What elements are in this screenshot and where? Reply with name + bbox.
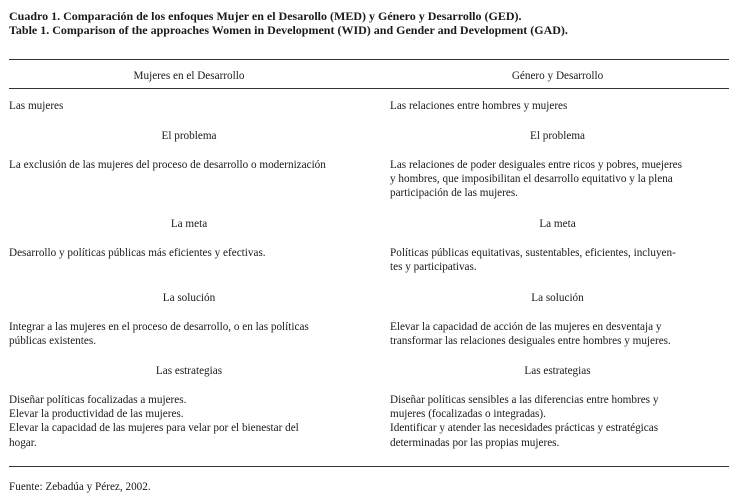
header-right: Género y Desarrollo xyxy=(511,70,604,82)
problem-right-line: y hombres, que imposibilitan el desarrollo equitativo y la plena xyxy=(390,173,673,186)
top-rule xyxy=(9,59,729,60)
table-caption xyxy=(9,9,568,37)
solution-left-line: públicas existentes. xyxy=(9,335,96,348)
strategies-right-line: mujeres (focalizadas o integradas). xyxy=(390,408,546,421)
strategies-left-line: Elevar la productividad de las mujeres. xyxy=(9,408,184,421)
goal-right-line: tes y participativas. xyxy=(390,261,477,274)
strategies-right-line: Diseñar políticas sensibles a las diferencias entre hombres y xyxy=(390,394,659,406)
solution-right-line: Elevar la capacidad de acción de las mujeres en desventaja y xyxy=(390,321,662,333)
solution-left-line: Integrar a las mujeres en el proceso de desarrollo, o en las políticas xyxy=(9,321,309,333)
caption-spanish: Cuadro 1. Comparación de los enfoques Mujer en el Desarollo (MED) y Género y Desarrollo (GED). xyxy=(9,9,522,23)
solution-right-line: transformar las relaciones desiguales entre hombres y mujeres. xyxy=(390,335,671,348)
goal-right xyxy=(390,246,720,274)
strategies-label-left: Las estrategias xyxy=(155,365,223,377)
solution-right xyxy=(390,320,720,348)
header-rule xyxy=(9,88,729,89)
strategies-label-right: Las estrategias xyxy=(524,365,591,377)
strategies-left xyxy=(9,393,369,450)
solution-label-right: La solución xyxy=(531,292,584,304)
problem-right xyxy=(390,158,720,201)
focus-left: Las mujeres xyxy=(9,100,64,112)
strategies-right-line: Identificar y atender las necesidades prácticas y estratégicas xyxy=(390,422,659,435)
goal-label-left: La meta xyxy=(170,218,208,230)
caption-english: Table 1. Comparison of the approaches Women in Development (WID) and Gender and Development (GAD). xyxy=(9,23,568,37)
table-source: Fuente: Zebadúa y Pérez, 2002. xyxy=(9,481,151,493)
strategies-right xyxy=(390,393,720,450)
goal-right-line: Políticas públicas equitativas, sustentables, eficientes, incluyen- xyxy=(390,247,676,259)
goal-label-right: La meta xyxy=(539,218,576,230)
strategies-right-line: determinadas por las propias mujeres. xyxy=(390,436,560,449)
goal-left-line: Desarrollo y políticas públicas más eficientes y efectivas. xyxy=(9,247,266,259)
problem-left xyxy=(9,158,369,172)
problem-left-line: La exclusión de las mujeres del proceso de desarrollo o modernización xyxy=(9,159,326,171)
strategies-left-line: Elevar la capacidad de las mujeres para velar por el bienestar del xyxy=(9,422,299,435)
focus-right: Las relaciones entre hombres y mujeres xyxy=(390,100,568,112)
header-left: Mujeres en el Desarrollo xyxy=(133,70,245,82)
solution-left xyxy=(9,320,369,348)
solution-label-left: La solución xyxy=(162,292,216,304)
strategies-left-line: hogar. xyxy=(9,436,37,449)
problem-label-left: El problema xyxy=(161,130,217,142)
problem-right-line: participación de las mujeres. xyxy=(390,187,518,200)
problem-label-right: El problema xyxy=(530,130,585,142)
problem-right-line: Las relaciones de poder desiguales entre ricos y pobres, muejeres xyxy=(390,159,683,171)
goal-left xyxy=(9,246,369,260)
strategies-left-line: Diseñar políticas focalizadas a mujeres. xyxy=(9,394,187,406)
bottom-rule xyxy=(9,466,729,467)
